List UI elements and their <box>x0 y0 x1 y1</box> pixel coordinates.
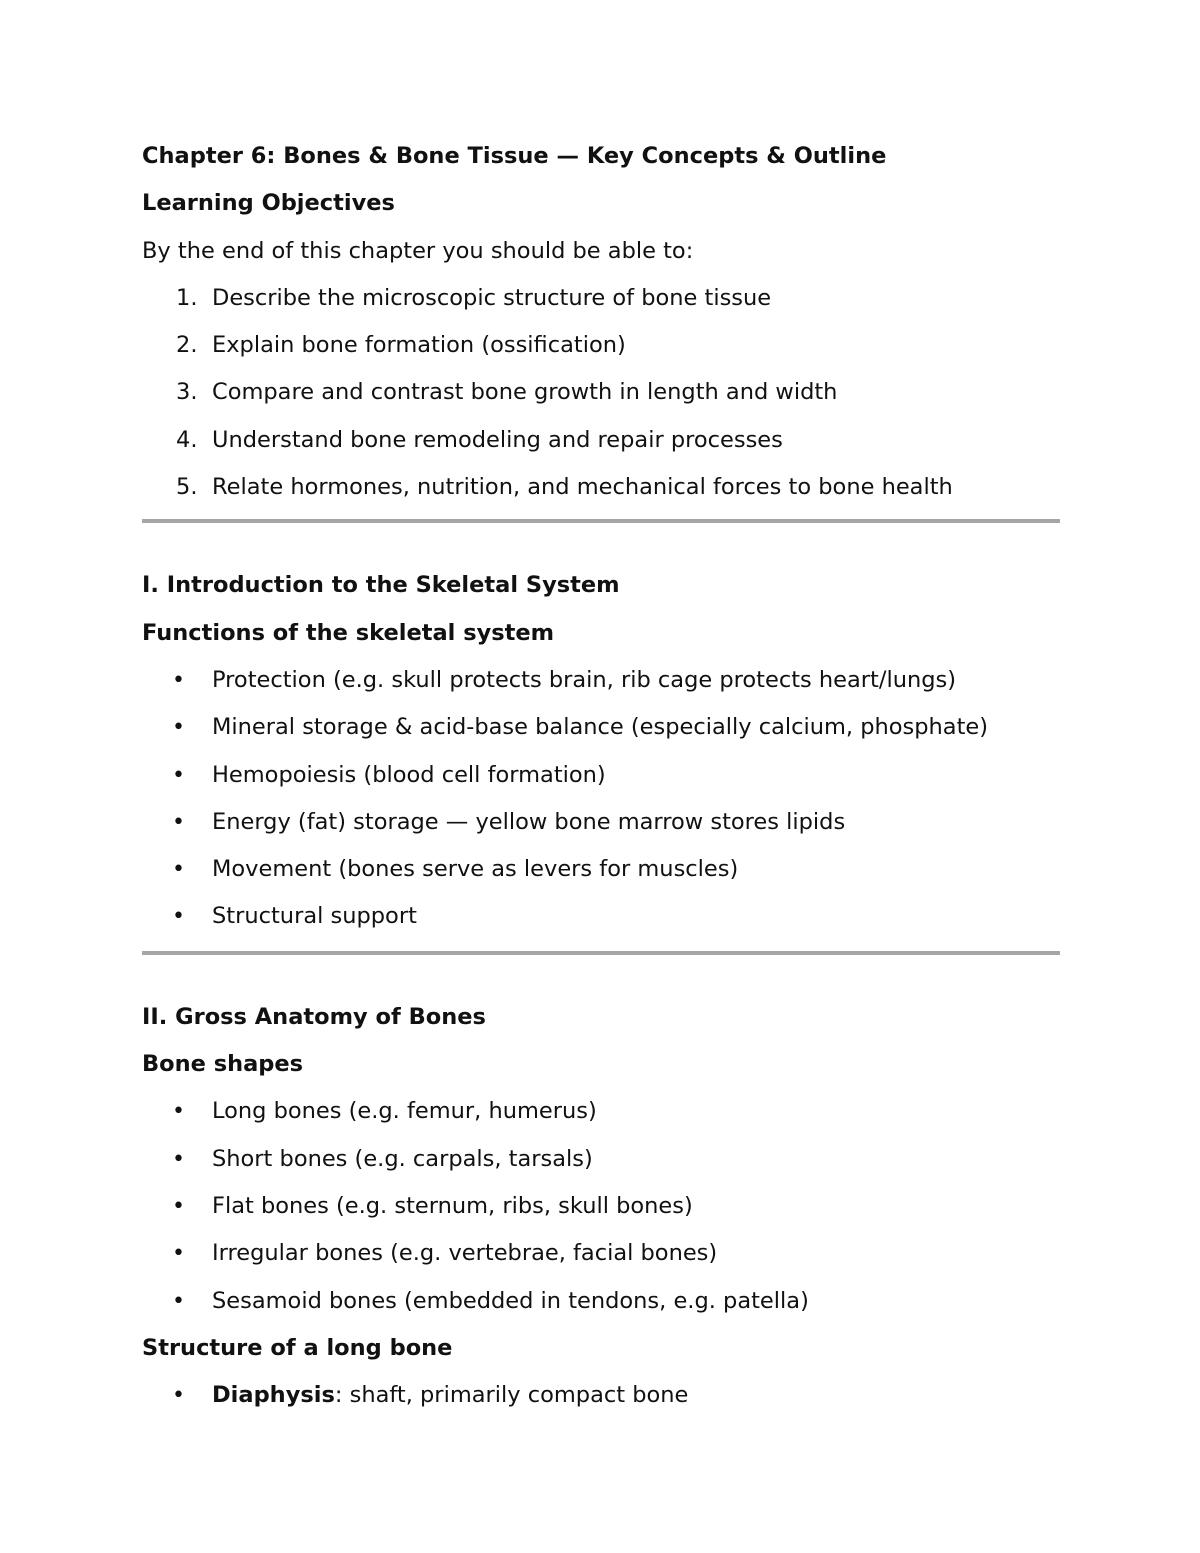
bullet-icon: • <box>172 762 185 788</box>
bullet-icon: • <box>172 904 185 930</box>
long-bone-structure-list <box>142 1372 1060 1419</box>
list-item-text: Compare and contrast bone growth in length and width <box>212 379 838 406</box>
list-item-text: Explain bone formation (ossification) <box>212 332 626 359</box>
list-item-text: Describe the microscopic structure of bone tissue <box>212 284 772 311</box>
list-item-text: Protection (e.g. skull protects brain, rib cage protects heart/lungs) <box>212 666 956 693</box>
bone-shapes-list <box>142 1088 1060 1324</box>
list-item <box>142 1136 1060 1183</box>
list-number: 3. <box>176 379 198 406</box>
term-description: : shaft, primarily compact bone <box>334 1382 689 1409</box>
list-item <box>142 752 1060 799</box>
list-item-text: Movement (bones serve as levers for muscles) <box>212 856 739 883</box>
term-label: Diaphysis <box>212 1382 335 1409</box>
list-number: 1. <box>176 284 198 311</box>
bullet-icon: • <box>172 1241 185 1267</box>
bullet-icon: • <box>172 715 185 741</box>
bullet-icon: • <box>172 1099 185 1125</box>
bullet-icon: • <box>172 1193 185 1219</box>
list-item <box>142 704 1060 751</box>
bullet-icon: • <box>172 857 185 883</box>
list-number: 4. <box>176 426 198 453</box>
list-item-text: Long bones (e.g. femur, humerus) <box>212 1098 597 1125</box>
list-item-text: Hemopoiesis (blood cell formation) <box>212 761 606 788</box>
list-item <box>142 464 1060 511</box>
list-number: 2. <box>176 332 198 359</box>
list-item-text: Irregular bones (e.g. vertebrae, facial bones) <box>212 1240 718 1267</box>
subheading-long-bone-structure: Structure of a long bone <box>142 1334 453 1361</box>
bullet-icon: • <box>172 809 185 835</box>
list-item <box>142 846 1060 893</box>
list-item <box>142 1230 1060 1277</box>
list-item-text: Relate hormones, nutrition, and mechanical forces to bone health <box>212 474 953 501</box>
list-item <box>142 799 1060 846</box>
section-heading-gross-anatomy: II. Gross Anatomy of Bones <box>142 1003 486 1030</box>
bullet-icon: • <box>172 1383 185 1409</box>
list-item-text: Short bones (e.g. carpals, tarsals) <box>212 1145 593 1172</box>
bullet-icon: • <box>172 1288 185 1314</box>
objectives-list <box>142 275 1060 511</box>
objectives-intro: By the end of this chapter you should be able to: <box>142 237 694 264</box>
list-item-text: Energy (fat) storage — yellow bone marrow stores lipids <box>212 808 846 835</box>
list-item <box>142 275 1060 322</box>
list-item-text: Sesamoid bones (embedded in tendons, e.g. patella) <box>212 1287 809 1314</box>
section-heading-intro: I. Introduction to the Skeletal System <box>142 572 620 599</box>
subheading-bone-shapes: Bone shapes <box>142 1051 304 1078</box>
list-item-text: Mineral storage & acid-base balance (especially calcium, phosphate) <box>212 714 989 741</box>
bullet-icon: • <box>172 667 185 693</box>
subheading-functions: Functions of the skeletal system <box>142 619 555 646</box>
list-item <box>142 1278 1060 1325</box>
list-item <box>142 1088 1060 1135</box>
document-title: Chapter 6: Bones & Bone Tissue — Key Concepts & Outline <box>142 143 887 169</box>
list-item <box>142 1183 1060 1230</box>
list-item <box>142 322 1060 369</box>
list-item <box>142 893 1060 940</box>
list-item <box>142 417 1060 464</box>
list-item <box>142 657 1060 704</box>
objectives-heading: Learning Objectives <box>142 190 395 217</box>
bullet-icon: • <box>172 1146 185 1172</box>
list-item <box>142 1372 1060 1419</box>
list-item <box>142 369 1060 416</box>
list-number: 5. <box>176 474 198 501</box>
list-item-text: Structural support <box>212 903 417 930</box>
document-content <box>142 133 1060 1419</box>
functions-list <box>142 657 1060 941</box>
list-item-text: Flat bones (e.g. sternum, ribs, skull bones) <box>212 1192 693 1219</box>
list-item-text: Understand bone remodeling and repair processes <box>212 426 783 453</box>
